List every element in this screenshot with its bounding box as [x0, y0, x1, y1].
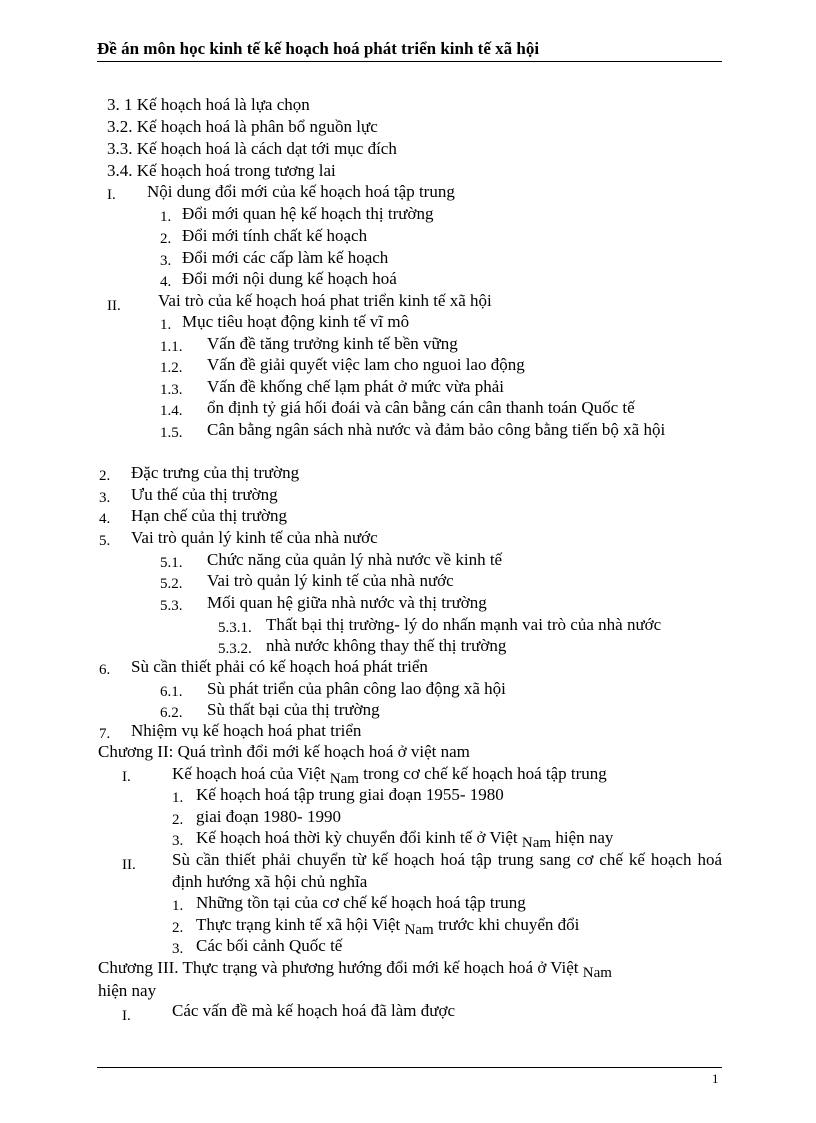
toc-text-part: Nam [404, 922, 434, 938]
toc-number: 1. [160, 209, 172, 225]
toc-text-part: Nam [521, 835, 552, 851]
toc-text: Những tồn tại của cơ chế kế hoạch hoá tập trung [196, 893, 526, 912]
toc-number: 4. [99, 511, 111, 527]
toc-text: Đặc trưng của thị trường [131, 463, 300, 482]
page-number: 1 [712, 1071, 719, 1086]
toc-entry [160, 419, 722, 463]
toc-text: Ưu thế của thị trường [131, 485, 278, 504]
toc-number: 1.1. [160, 339, 183, 355]
toc-number: 3. [160, 253, 172, 269]
footer-divider [97, 1067, 722, 1068]
toc-text-part: Nam [329, 771, 359, 787]
toc-text: Vai trò của kế hoạch hoá phat triển kinh tế xã hội [158, 291, 492, 310]
toc-number: 2. [160, 231, 172, 247]
toc-text: Hạn chế của thị trường [131, 506, 288, 525]
toc-text: Đổi mới tính chất kế hoạch [182, 226, 368, 245]
toc-number: 2. [99, 468, 111, 484]
toc-number: 3. [172, 941, 184, 957]
toc-text-part: trong cơ chế kế hoạch hoá tập trung [358, 764, 607, 783]
toc-number: II. [107, 298, 121, 314]
page-header: Đề án môn học kinh tế kế hoạch hoá phát triển kinh tế xã hội [97, 37, 722, 62]
toc-text: ổn định tỷ giá hối đoái và cân bằng cán cân thanh toán Quốc tế [207, 398, 635, 417]
toc-text: giai đoạn 1980- 1990 [196, 807, 341, 826]
toc-text: nhà nước không thay thế thị trường [266, 636, 507, 655]
chapter-title-part: Chương III. Thực trạng và phương hướng đổi mới kế hoạch hoá ở Việt [98, 958, 583, 977]
toc-number: 7. [99, 726, 111, 742]
toc-text: 3.3. Kế hoạch hoá là cách dạt tới mục đích [107, 139, 397, 158]
toc-text: Kế hoạch hoá tập trung giai đoạn 1955- 1980 [196, 785, 504, 804]
toc-text [172, 763, 607, 786]
toc-text: Các bối cảnh Quốc tế [196, 936, 343, 955]
toc-text [196, 827, 613, 850]
chapter-title-part: Nam [582, 965, 612, 981]
toc-text-part: Thực trạng kinh tế xã hội Việt [196, 915, 405, 934]
toc-number: 1.2. [160, 360, 183, 376]
toc-number: 1.4. [160, 403, 183, 419]
toc-number: 5.3.2. [218, 641, 252, 657]
toc-text: Cân bằng ngân sách nhà nước và đảm bảo công bằng tiến bộ xã hội [207, 420, 666, 439]
toc-text-part: hiện nay [551, 828, 614, 847]
toc-text [196, 914, 579, 937]
toc-text: Mục tiêu hoạt động kinh tế vĩ mô [182, 312, 410, 331]
toc-number: 5.3.1. [218, 620, 252, 636]
toc-number: 5.3. [160, 598, 183, 614]
toc-text: Vai trò quản lý kinh tế của nhà nước [131, 528, 378, 547]
toc-text: 3. 1 Kế hoạch hoá là lựa chọn [107, 95, 310, 114]
toc-number: I. [107, 187, 116, 203]
chapter-title-part: hiện nay [98, 981, 157, 1000]
toc-number: 5. [99, 533, 111, 549]
toc-number: 1.3. [160, 382, 183, 398]
toc-text: Sù thất bại của thị trường [207, 700, 380, 719]
toc-number: 1. [172, 790, 184, 806]
toc-number: 5.1. [160, 555, 183, 571]
toc-number: 1. [172, 898, 184, 914]
toc-text: 3.4. Kế hoạch hoá trong tương lai [107, 161, 336, 180]
toc-text: Các vấn đề mà kế hoạch hoá đã làm được [172, 1001, 456, 1020]
toc-text: Vấn đề tăng trưởng kinh tế bền vững [207, 334, 458, 353]
toc-text: Thất bại thị trường- lý do nhấn mạnh vai trò của nhà nước [266, 615, 662, 634]
toc-text: Vấn đề khống chế lạm phát ở mức vừa phải [207, 377, 504, 396]
toc-number: 6. [99, 662, 111, 678]
toc-number: 3. [99, 490, 111, 506]
chapter-title: Chương II: Quá trình đổi mới kế hoạch hoá ở việt nam [98, 742, 470, 761]
chapter-title [98, 957, 722, 1002]
toc-number: 3. [172, 833, 184, 849]
toc-text: Sù cần thiết phải chuyển từ kế hoạch hoá tập trung sang cơ chế kế hoạch hoá định hướng xã hội chủ nghĩa [172, 850, 722, 891]
toc-text-part: Kế hoạch hoá của Việt [172, 764, 330, 783]
toc-number: 6.1. [160, 684, 183, 700]
toc-text: Đổi mới quan hệ kế hoạch thị trường [182, 204, 434, 223]
toc-text: Chức năng của quản lý nhà nước về kinh tế [207, 550, 503, 569]
toc-number: 1.5. [160, 425, 183, 441]
toc-text: Nhiệm vụ kế hoạch hoá phat triển [131, 721, 362, 740]
toc-text-part: Kế hoạch hoá thời kỳ chuyển đổi kinh tế ở Việt [196, 828, 522, 847]
toc-number: 4. [160, 274, 172, 290]
toc-number: II. [122, 857, 136, 873]
toc-text: Đổi mới các cấp làm kế hoạch [182, 248, 389, 267]
toc-text: 3.2. Kế hoạch hoá là phân bổ nguồn lực [107, 117, 378, 136]
toc-number: 6.2. [160, 705, 183, 721]
toc-number: 1. [160, 317, 172, 333]
toc-section [122, 849, 722, 893]
toc-text: Mối quan hệ giữa nhà nước và thị trường [207, 593, 487, 612]
toc-text: Nội dung đổi mới của kế hoạch hoá tập trung [147, 182, 455, 201]
toc-text: Đổi mới nội dung kế hoạch hoá [182, 269, 397, 288]
toc-text: Vai trò quản lý kinh tế của nhà nước [207, 571, 454, 590]
toc-text: Vấn đề giải quyết việc lam cho nguoi lao động [207, 355, 525, 374]
chapter-heading [98, 957, 722, 1001]
toc-number: 2. [172, 920, 184, 936]
toc-number: 2. [172, 812, 184, 828]
toc-text: Sù phát triển của phân công lao động xã hội [207, 679, 506, 698]
toc-number: I. [122, 769, 131, 785]
toc-number: 5.2. [160, 576, 183, 592]
toc-text: Sù cần thiết phải có kế hoạch hoá phát triển [131, 657, 428, 676]
toc-text-part: trước khi chuyển đổi [433, 915, 580, 934]
toc-number: I. [122, 1008, 131, 1024]
